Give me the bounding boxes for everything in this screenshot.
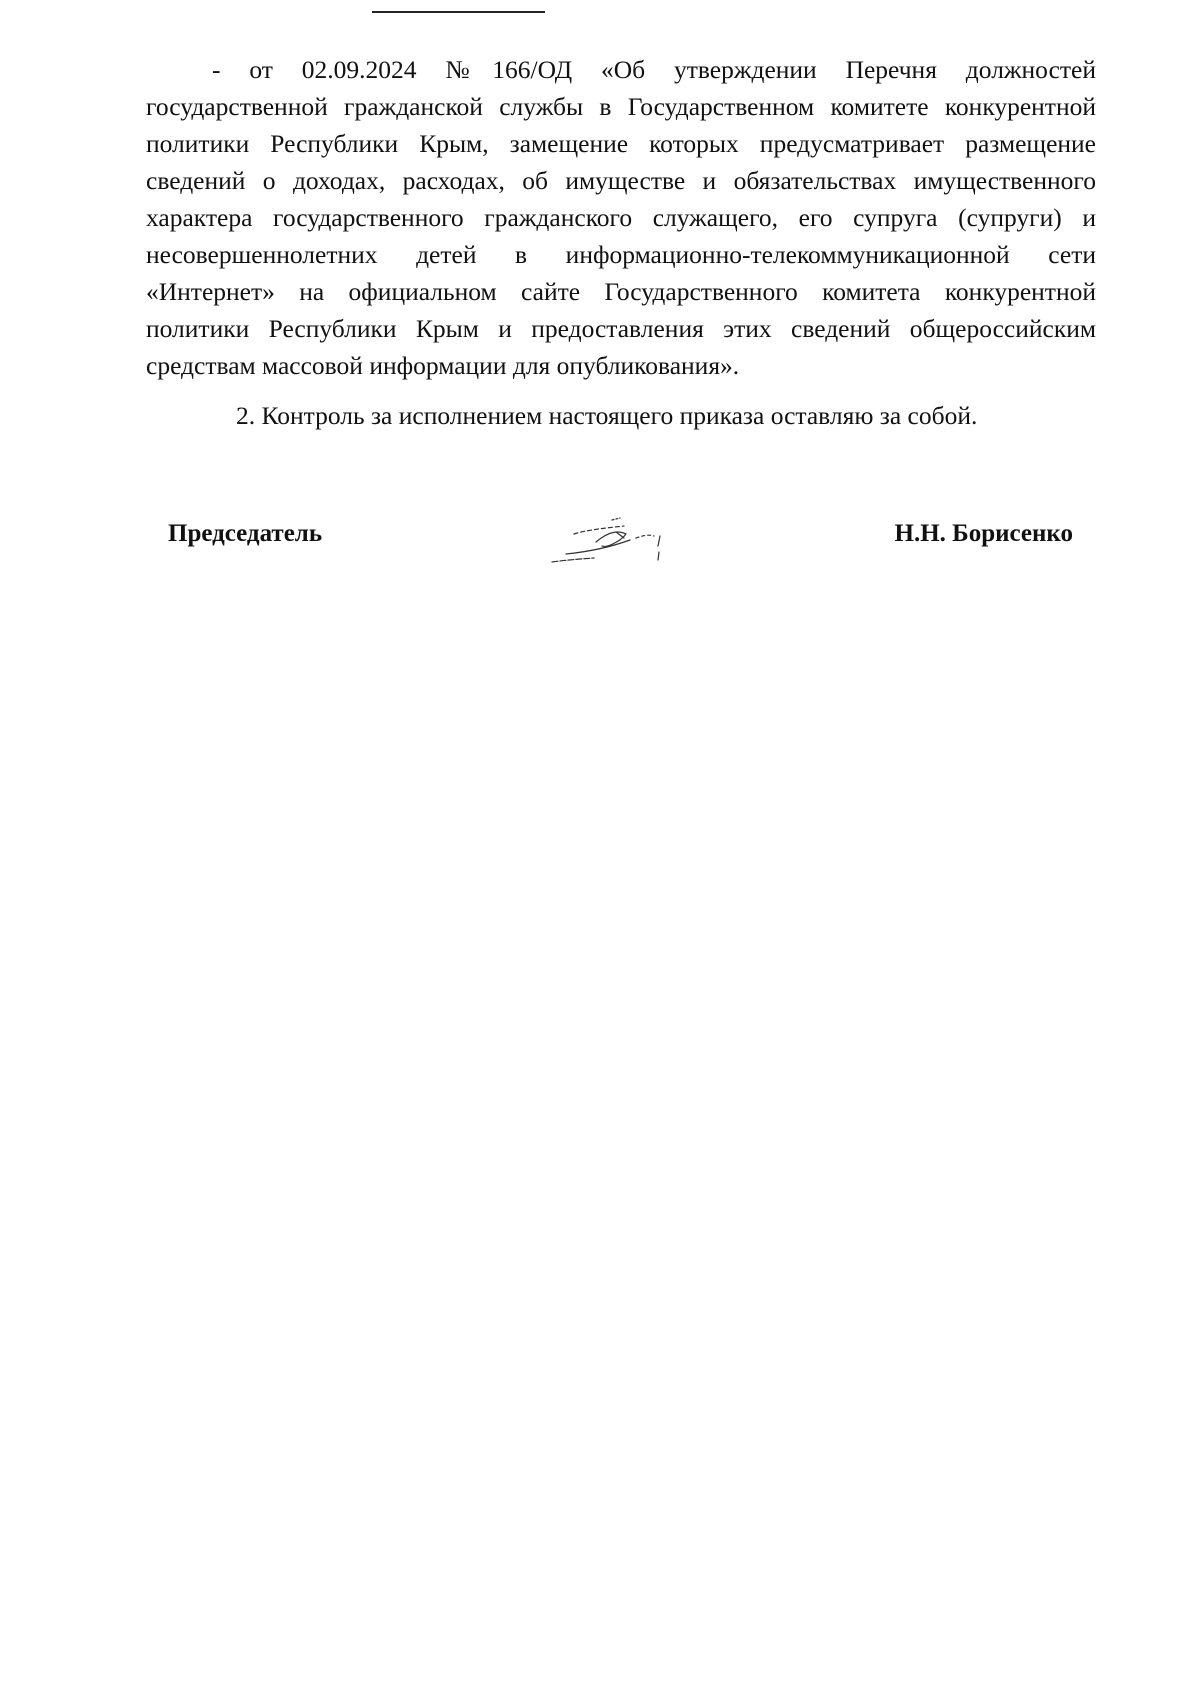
header-rule <box>372 11 545 13</box>
document-body <box>146 51 1096 434</box>
handwritten-signature <box>546 512 676 572</box>
list-item-order-reference: - от 02.09.2024 №166/ОД «Об утверждении Перечня должностей государственной гражданской службы в Государственном комитете конкурентной политики Республики Крым, замещение которых предусматривает размещение сведений о доходах, расходах, об имуществе и обязательствах имущественного характера государственного гражданского служащего, его супруга (супруги) и несовершеннолетних детей в информационно-телекоммуникационной сети «Интернет» на официальном сайте Государственного комитета конкурентной политики Республики Крым и предоставления этих сведений общероссийским средствам массовой информации для опубликования». <box>146 55 1096 380</box>
signatory-name: Н.Н. Борисенко <box>894 520 1073 547</box>
signature-block <box>168 520 1073 590</box>
paragraph-control-clause: 2. Контроль за исполнением настоящего приказа оставляю за собой. <box>236 401 978 430</box>
signatory-title: Председатель <box>168 520 323 547</box>
